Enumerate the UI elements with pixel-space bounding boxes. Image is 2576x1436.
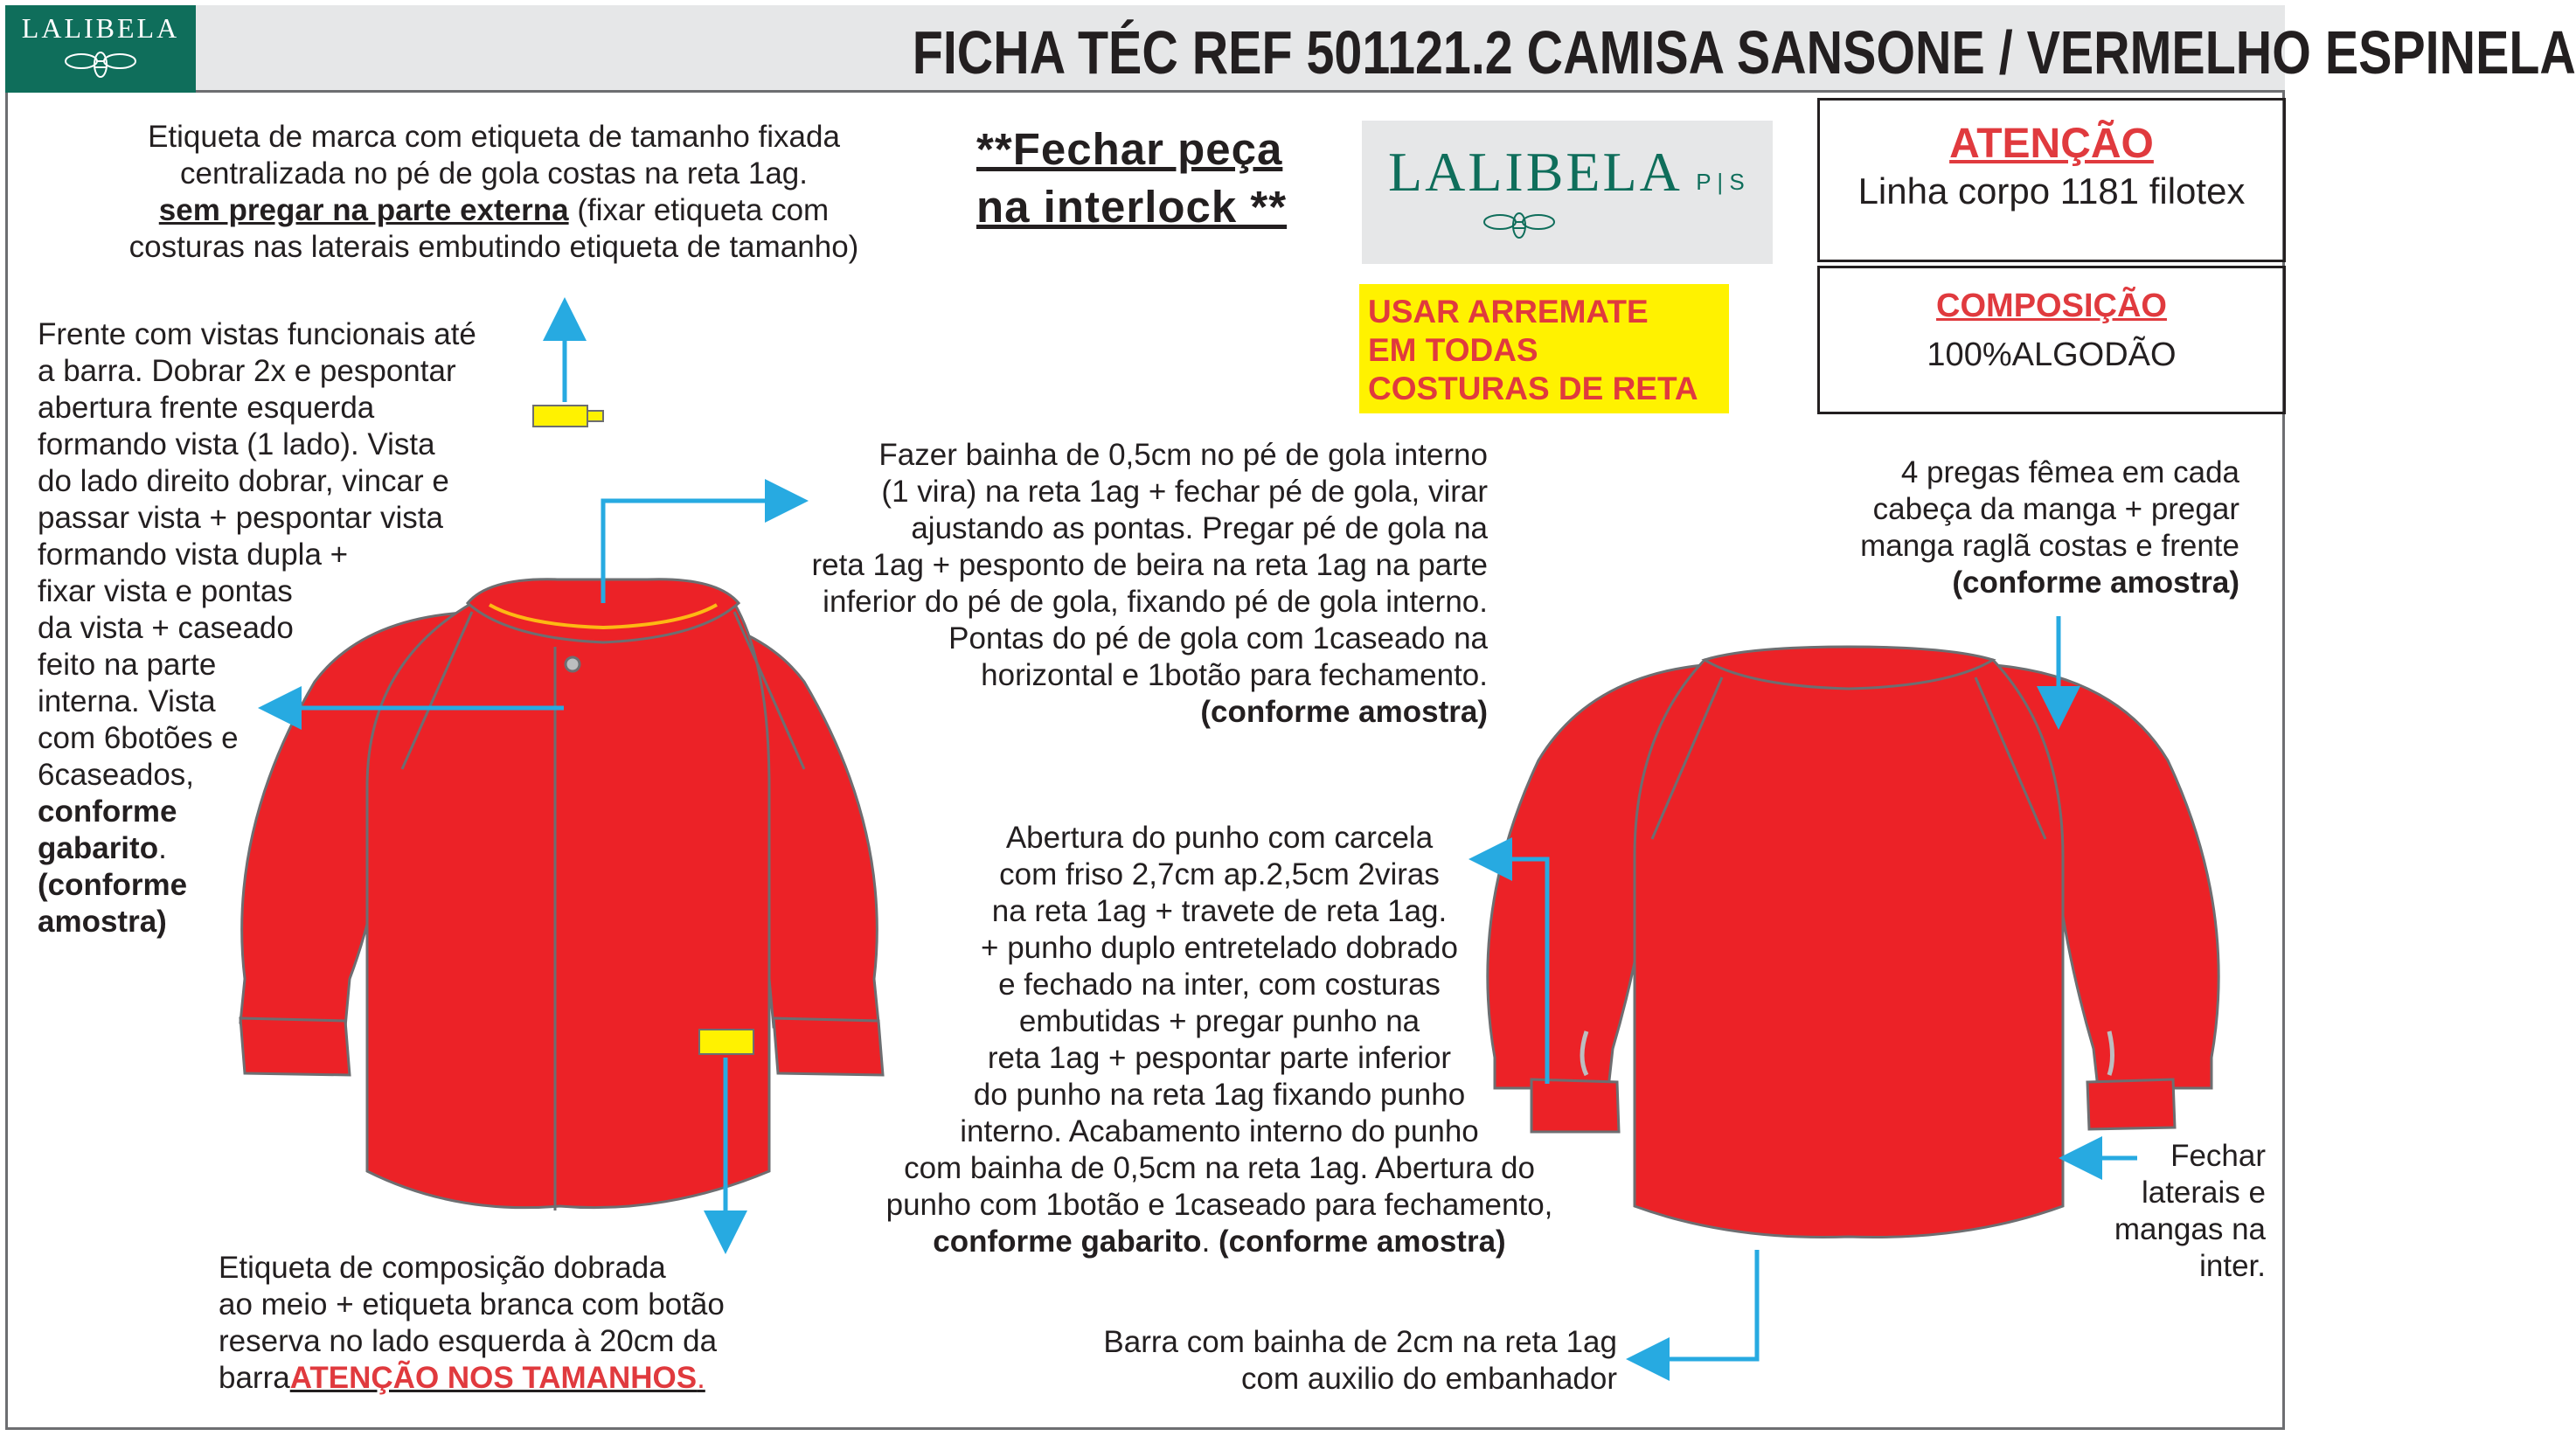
instruction-front-bold: conforme [38, 794, 177, 829]
instruction-composition-label-plain: barra [219, 1361, 290, 1395]
instruction-cuff-line: na reta 1ag + travete de reta 1ag. [991, 894, 1448, 928]
instruction-cuff-line: Abertura do punho com carcela [1005, 821, 1434, 855]
instruction-front-bold: amostra) [38, 905, 167, 939]
top-brand-label-marker [533, 406, 587, 427]
page-title: FICHA TÉC REF 501121.2 CAMISA SANSONE / VERMELHO ESPINELA [912, 18, 2576, 87]
top-brand-label-tab [587, 411, 603, 421]
instruction-collar-line: horizontal e 1botão para fechamento. [981, 658, 1488, 692]
instruction-front-line: Frente com vistas funcionais até [38, 317, 476, 351]
instruction-cuff-line: punho com 1botão e 1caseado para fechamento, [885, 1188, 1553, 1222]
instruction-brand-label-bold: sem pregar na parte externa [158, 193, 569, 227]
note-interlock-line: na interlock ** [976, 182, 1288, 232]
attention-box [1817, 98, 2286, 262]
instruction-front-line: passar vista + pespontar vista [38, 501, 443, 535]
back-body [1635, 650, 2063, 1238]
instruction-collar-line: ajustando as pontas. Pregar pé de gola na [911, 511, 1488, 545]
instruction-brand-label-rest: (fixar etiqueta com [568, 193, 830, 227]
instruction-front-line: da vista + caseado [38, 611, 294, 645]
instruction-front-line: abertura frente esquerda [38, 391, 375, 425]
brand-logo-secondary [1362, 121, 1773, 264]
instruction-front-line: com 6botões e [38, 721, 239, 755]
composition-title: COMPOSIÇÃO [1936, 288, 2167, 324]
instruction-sides-line: laterais e [2141, 1176, 2266, 1210]
instruction-sides-line: mangas na [2114, 1212, 2266, 1246]
front-composition-label-marker [699, 1030, 753, 1054]
note-arremate-line: EM TODAS [1368, 332, 1538, 368]
arrow-hem [1635, 1250, 1757, 1359]
instruction-brand-label-line: Etiqueta de marca com etiqueta de tamanho fixada [148, 120, 840, 154]
instruction-cuff-mid: . [1201, 1224, 1219, 1259]
brand-logo-secondary-text: LALIBELA [1388, 141, 1683, 203]
composition-body: 100%ALGODÃO [1927, 336, 2177, 373]
instruction-cuff-line: e fechado na inter, com costuras [998, 968, 1441, 1002]
instruction-cuff-line: + punho duplo entretelado dobrado [981, 931, 1458, 965]
instruction-cuff [822, 820, 1617, 1260]
front-left-cuff [240, 1018, 350, 1075]
instruction-hem-line: com auxilio do embanhador [1241, 1362, 1617, 1396]
instruction-composition-label-warning: ATENÇÃO NOS TAMANHOS [289, 1361, 698, 1395]
attention-title: ATENÇÃO [1949, 121, 2154, 167]
instruction-sleeve-line: cabeça da manga + pregar [1872, 492, 2239, 526]
instruction-collar-line: Fazer bainha de 0,5cm no pé de gola interno [878, 438, 1488, 472]
instruction-cuff-line: com friso 2,7cm ap.2,5cm 2viras [999, 857, 1440, 891]
front-collar-button-icon [566, 657, 580, 671]
instruction-brand-label [87, 119, 900, 266]
instruction-composition-label-line: ao meio + etiqueta branca com botão [219, 1287, 725, 1322]
note-arremate-box [1359, 284, 1729, 413]
instruction-front-bold: (conforme [38, 868, 188, 902]
instruction-collar-line: (1 vira) na reta 1ag + fechar pé de gola, virar [881, 475, 1488, 509]
instruction-cuff-bold: conforme gabarito [933, 1224, 1202, 1259]
brand-logo-text: LALIBELA [21, 12, 180, 44]
instruction-collar [752, 437, 1488, 731]
brand-logo-ps: P | S [1696, 169, 1745, 195]
instruction-brand-label-line: costuras nas laterais embutindo etiqueta de tamanho) [128, 230, 859, 264]
instruction-collar-bold: (conforme amostra) [1200, 695, 1488, 729]
composition-box [1817, 266, 2286, 414]
instruction-front-line: fixar vista e pontas [38, 574, 293, 608]
instruction-front-bold: gabarito [38, 831, 159, 865]
instruction-brand-label-line [87, 192, 900, 229]
instruction-front-dot: . [158, 831, 167, 865]
instruction-sleeve-line: manga raglã costas e frente [1860, 529, 2239, 563]
instruction-composition-label-dot: . [697, 1361, 705, 1395]
instruction-front-line: feito na parte [38, 648, 217, 682]
instruction-sides [2037, 1138, 2266, 1285]
instruction-cuff-line: do punho na reta 1ag fixando punho [973, 1078, 1466, 1112]
note-arremate-line: COSTURAS DE RETA [1368, 371, 1698, 406]
instruction-sides-line: Fechar [2170, 1139, 2266, 1173]
attention-body: Linha corpo 1181 filotex [1857, 170, 2246, 212]
instruction-cuff-line: embutidas + pregar punho na [1018, 1004, 1420, 1038]
instruction-front-line: formando vista (1 lado). Vista [38, 427, 435, 461]
instruction-front-line: interna. Vista [38, 684, 216, 718]
instruction-hem-line: Barra com bainha de 2cm na reta 1ag [1103, 1325, 1617, 1359]
instruction-composition-label-line: reserva no lado esquerda à 20cm da [219, 1324, 718, 1358]
note-interlock [976, 121, 1287, 236]
note-interlock-line: **Fechar peça [976, 124, 1283, 174]
instruction-front-line: a barra. Dobrar 2x e pespontar [38, 354, 456, 388]
instruction-cuff-bold: (conforme amostra) [1219, 1224, 1506, 1259]
instruction-collar-line: Pontas do pé de gola com 1caseado na [948, 621, 1488, 656]
note-arremate [1368, 293, 1698, 408]
instruction-sides-line: inter. [2199, 1249, 2266, 1283]
back-right-cuff [2087, 1079, 2175, 1129]
instruction-sleeve-line: 4 pregas fêmea em cada [1900, 455, 2239, 489]
instruction-composition-label [219, 1250, 848, 1397]
instruction-brand-label-line: centralizada no pé de gola costas na reta 1ag. [180, 156, 808, 191]
instruction-front-line: do lado direito dobrar, vincar e [38, 464, 449, 498]
instruction-front [38, 316, 527, 940]
note-arremate-line: USAR ARREMATE [1368, 294, 1649, 330]
instruction-hem [962, 1324, 1617, 1398]
instruction-composition-label-line: Etiqueta de composição dobrada [219, 1251, 666, 1285]
instruction-front-line: formando vista dupla + [38, 538, 349, 572]
instruction-cuff-line: interno. Acabamento interno do punho [960, 1114, 1479, 1148]
bee-icon [1362, 121, 1773, 264]
instruction-cuff-line: reta 1ag + pespontar parte inferior [987, 1041, 1452, 1075]
instruction-cuff-line: com bainha de 0,5cm na reta 1ag. Abertura do [904, 1151, 1535, 1185]
instruction-sleeve [1748, 454, 2239, 601]
instruction-sleeve-bold: (conforme amostra) [1952, 565, 2239, 600]
instruction-collar-line: inferior do pé de gola, fixando pé de gola interno. [823, 585, 1488, 619]
instruction-front-line: 6caseados, [38, 758, 195, 792]
instruction-collar-line: reta 1ag + pesponto de beira na reta 1ag na parte [811, 548, 1488, 582]
